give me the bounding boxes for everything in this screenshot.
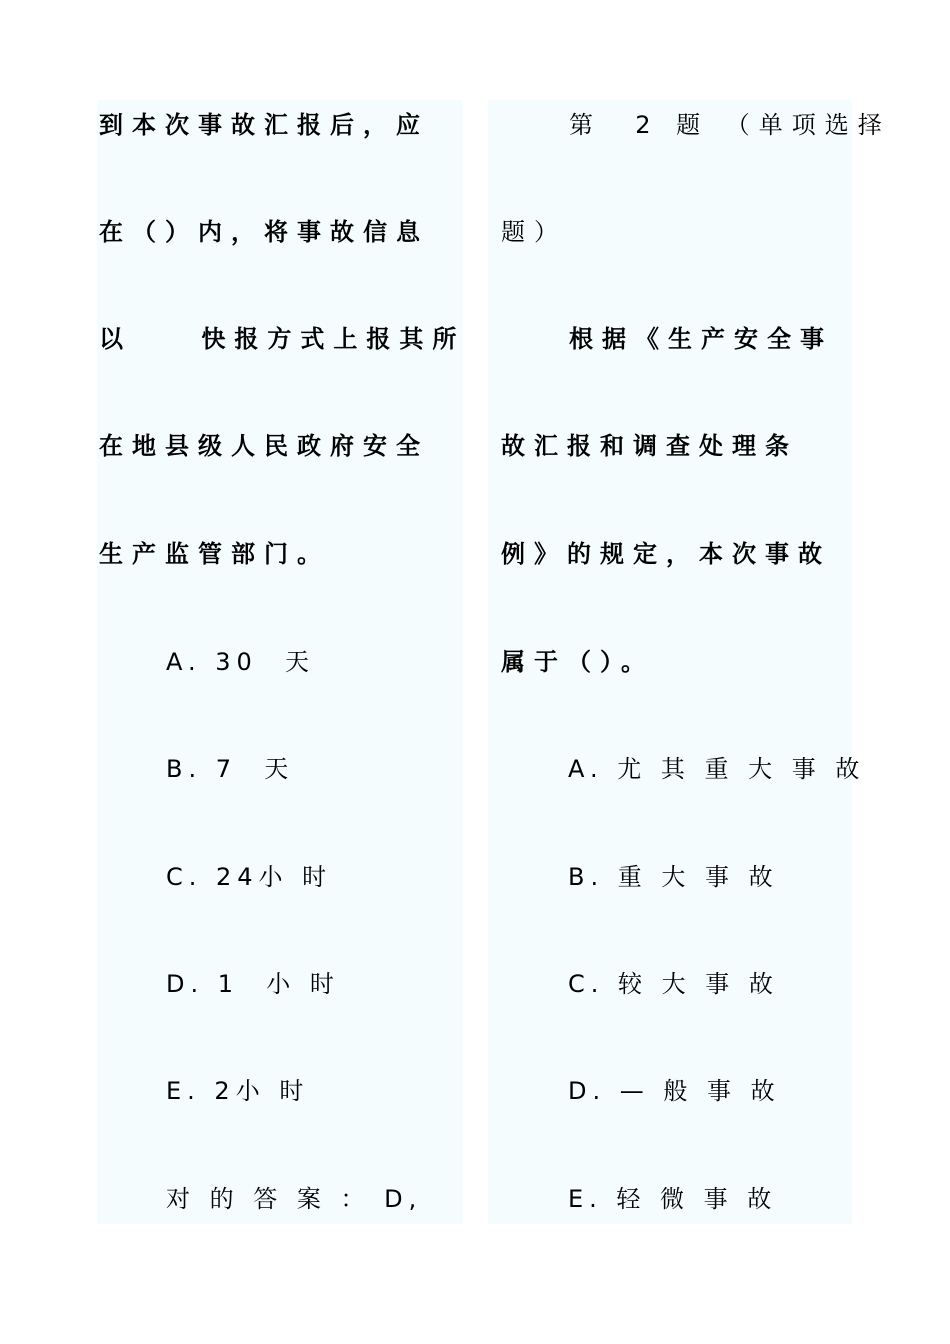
option-c: C. 较 大 事 故	[568, 970, 779, 998]
question-header-cont: 题）	[501, 218, 567, 246]
option-e: E. 轻 微 事 故	[568, 1185, 778, 1213]
option-d: D. 1 小 时	[166, 970, 340, 998]
question-line: 以 快报方式上报其所	[99, 325, 466, 353]
question-line: 属于（）。	[501, 648, 654, 676]
option-e: E. 2小 时	[166, 1077, 310, 1105]
option-b: B. 重 大 事 故	[568, 863, 779, 891]
question-line: 在地县级人民政府安全	[99, 432, 429, 460]
option-c: C. 24小 时	[166, 863, 333, 891]
question-header: 第 2 题 （单项选择	[569, 111, 891, 139]
option-a: A. 尤 其 重 大 事 故	[568, 755, 866, 783]
question-line: 根据《生产安全事	[569, 325, 833, 353]
question-line: 到本次事故汇报后，应	[99, 111, 429, 139]
option-b: B. 7 天	[166, 755, 295, 783]
question-line: 生产监管部门。	[99, 540, 330, 568]
answer-line: 对 的 答 案 ： D,	[166, 1185, 423, 1213]
option-d: D. — 般 事 故	[568, 1077, 781, 1105]
question-line: 在（）内，将事故信息	[99, 218, 429, 246]
option-a: A. 30 天	[166, 648, 316, 676]
question-line: 故汇报和调查处理条	[501, 432, 798, 460]
question-line: 例》的规定，本次事故	[501, 540, 831, 568]
